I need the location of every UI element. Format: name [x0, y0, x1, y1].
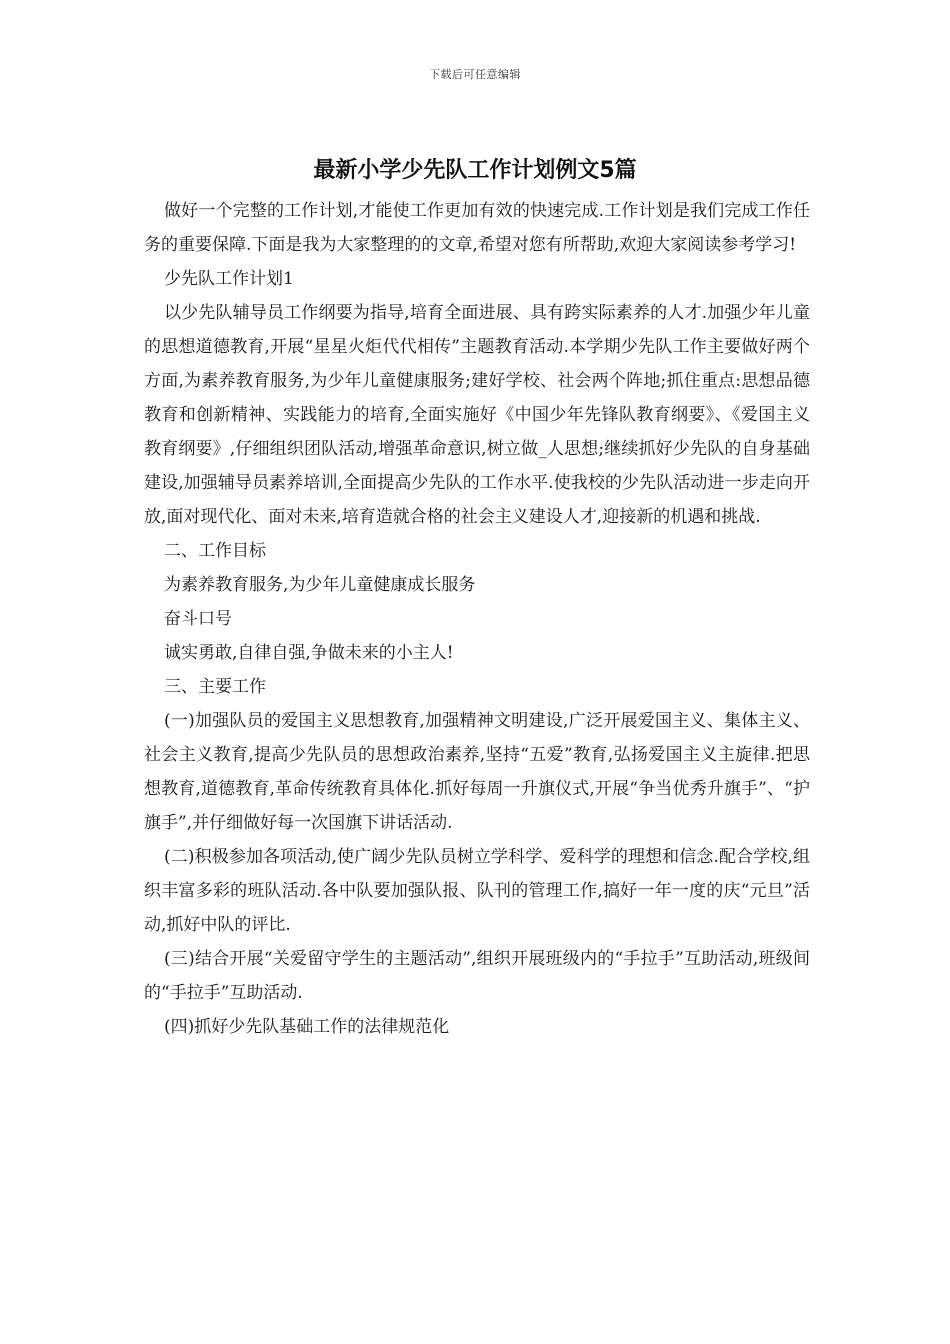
main-work-item-3: (三)结合开展“关爱留守学生的主题活动”,组织开展班级内的“手拉手”互助活动,班级间的“手拉手”互助活动.	[144, 949, 810, 1003]
main-work-item-4: (四)抓好少先队基础工作的法律规范化	[164, 1017, 450, 1037]
section-heading-main-work: 三、主要工作	[164, 677, 266, 697]
main-work-item-1: (一)加强队员的爱国主义思想教育,加强精神文明建设,广泛开展爱国主义、集体主义、社会主义教育,提高少先队员的思想政治素养,坚持“五爱”教育,弘扬爱国主义主旋律.把思想教育,道德教育,革命传统教育具体化.抓好每周一升旗仪式,开展“争当优秀升旗手”、“护旗手”,并仔细做好每一次国旗下讲话活动.	[144, 711, 810, 833]
work-goal-text: 为素养教育服务,为少年儿童健康成长服务	[164, 575, 476, 595]
document-body	[144, 194, 810, 1044]
slogan-heading: 奋斗口号	[164, 609, 232, 629]
document-title: 最新小学少先队工作计划例文5篇	[313, 158, 637, 183]
intro-paragraph: 做好一个完整的工作计划,才能使工作更加有效的快速完成.工作计划是我们完成工作任务的重要保障.下面是我为大家整理的的文章,希望对您有所帮助,欢迎大家阅读参考学习!	[144, 201, 810, 255]
section-heading-work-goals: 二、工作目标	[164, 541, 266, 561]
page-header-note: 下载后可任意编辑	[429, 68, 521, 81]
main-work-item-2: (二)积极参加各项活动,使广阔少先队员树立学科学、爱科学的理想和信念.配合学校,组织丰富多彩的班队活动.各中队要加强队报、队刊的管理工作,搞好一年一度的庆“元旦”活动,抓好中队的评比.	[144, 847, 810, 935]
guiding-ideology-paragraph: 以少先队辅导员工作纲要为指导,培育全面进展、具有跨实际素养的人才.加强少年儿童的思想道德教育,开展“星星火炬代代相传”主题教育活动.本学期少先队工作主要做好两个方面,为素养教育服务,为少年儿童健康服务;建好学校、社会两个阵地;抓住重点:思想品德教育和创新精神、实践能力的培育,全面实施好《中国少年先锋队教育纲要》、《爱国主义教育纲要》,仔细组织团队活动,增强革命意识,树立做_人思想;继续抓好少先队的自身基础建设,加强辅导员素养培训,全面提高少先队的工作水平.使我校的少先队活动进一步走向开放,面对现代化、面对未来,培育造就合格的社会主义建设人才,迎接新的机遇和挑战.	[144, 303, 810, 527]
slogan-text: 诚实勇敢,自律自强,争做未来的小主人!	[164, 643, 454, 663]
section-heading-plan-1: 少先队工作计划1	[164, 269, 294, 289]
